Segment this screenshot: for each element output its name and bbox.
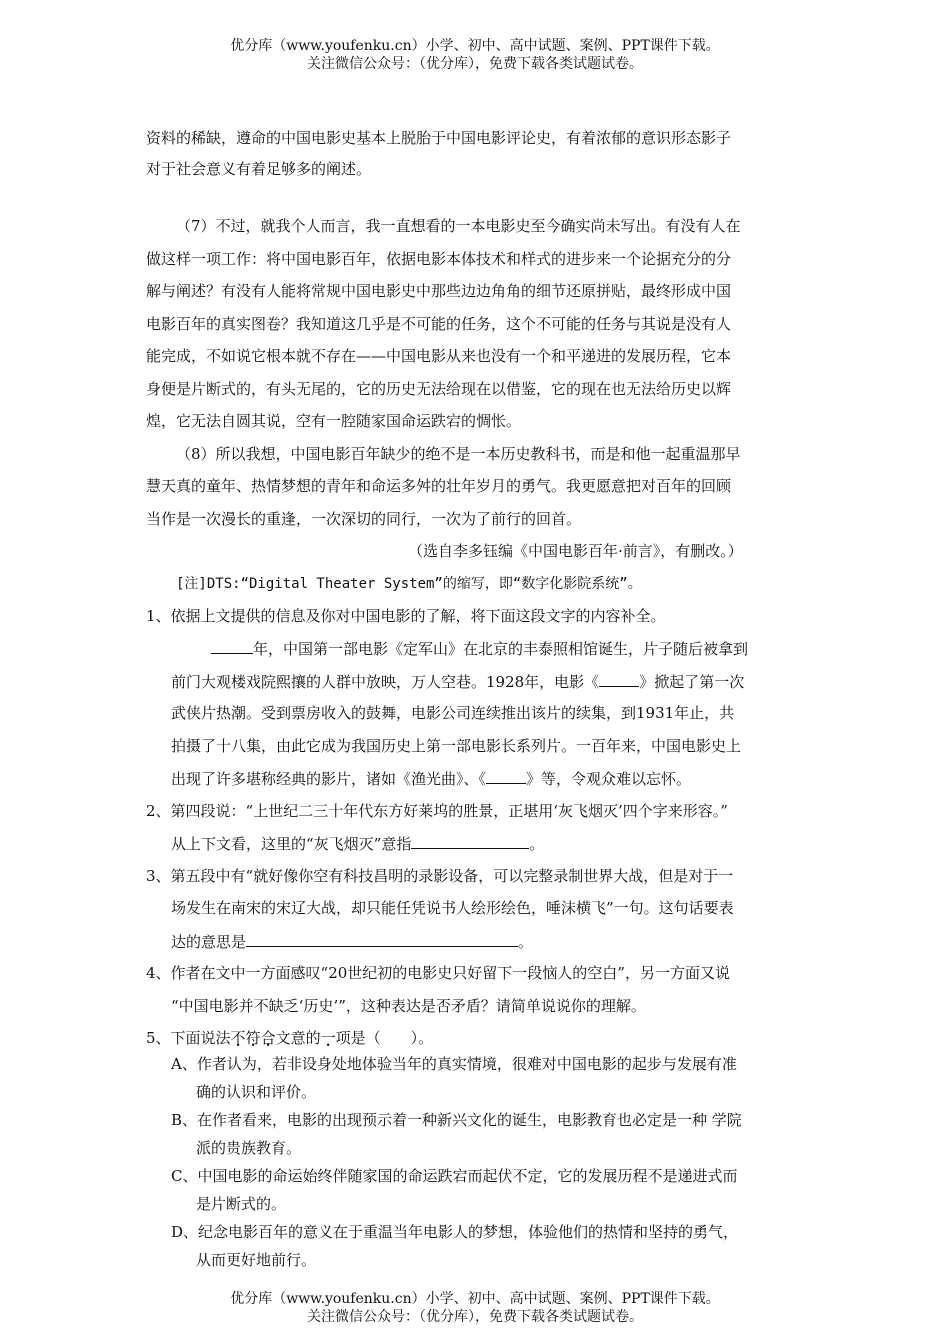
question-1-line: [171, 671, 744, 692]
paragraph-7-line: 煌，它无法自圆其说，空有一腔随家国命运跌宕的惆怅。: [146, 412, 522, 430]
question-5-text: 5、下面说法: [146, 1029, 231, 1047]
question-1-text: 》等，令观众难以忘怀。: [526, 770, 692, 788]
question-3-text: 达的意思是: [171, 933, 247, 951]
question-1-line: 拍摄了十八集，由此它成为我国历史上第一部电影长系列片。一百年来，中国电影史上: [171, 737, 742, 755]
fill-blank-meaning[interactable]: [411, 833, 529, 849]
paragraph-7-line: 身便是片断式的，有头无尾的，它的历史无法给现在以借鉴，它的现在也无法给历史以辉: [146, 380, 732, 398]
question-1-line: 武侠片热潮。受到票房收入的鼓舞，电影公司连续推出该片的续集，到1931年止，共: [171, 704, 735, 722]
page-footer-block: [0, 1290, 950, 1326]
question-5-stem: [146, 1028, 433, 1048]
paragraph-7-line: 电影百年的真实图卷？我知道这几乎是不可能的任务，这个不可能的任务与其说是没有人: [146, 315, 732, 333]
paragraph-8-line: 慧天真的童年、热情梦想的青年和命运多舛的壮年岁月的勇气。我更愿意把对百年的回顾: [146, 477, 732, 495]
question-1-line: [211, 638, 748, 659]
option-c-line[interactable]: C、中国电影的命运始终伴随家国的命运跌宕而起伏不定，它的发展历程不是递进式而: [171, 1167, 738, 1185]
option-b-line[interactable]: B、在作者看来，电影的出现预示着一种新兴文化的诞生，电影教育也必定是一种 学院: [171, 1111, 742, 1129]
question-1-stem: 1、依据上文提供的信息及你对中国电影的了解，将下面这段文字的内容补全。: [146, 607, 666, 625]
question-3-line: [171, 931, 533, 952]
question-4-line: 4、作者在文中一方面感叹“20世纪初的电影史只好留下一段恼人的空白”，另一方面又说: [146, 964, 730, 982]
option-d-line[interactable]: D、纪念电影百年的意义在于重温当年电影人的梦想，体验他们的热情和坚持的勇气，: [171, 1223, 739, 1241]
question-1-text: 》掀起了第一次: [639, 673, 745, 691]
fill-blank-classic-film[interactable]: [486, 768, 526, 784]
question-1-text: 年，中国第一部电影《定军山》在北京的丰泰照相馆诞生，片子随后被拿到: [253, 640, 749, 658]
question-1-text: 出现了许多堪称经典的影片，诸如《渔光曲》、《: [171, 770, 487, 788]
option-c-line: 是片断式的。: [196, 1195, 287, 1213]
option-a-line[interactable]: A、作者认为，若非设身处地体验当年的真实情境，很难对中国电影的起步与发展有准: [171, 1055, 737, 1073]
emphasis-char: 符: [245, 1029, 261, 1047]
emphasis-char: 不: [230, 1029, 246, 1047]
question-2-line: [171, 833, 544, 854]
header-line-2: 关注微信公众号：（优分库），免费下载各类试题试卷。: [307, 56, 643, 72]
question-1-text: 前门大观楼戏院熙攘的人群中放映，万人空巷。1928年，电影《: [171, 673, 600, 691]
paragraph-7-line: 解与阐述？有没有人能将常规中国电影史中那些边边角角的细节还原拼贴，最终形成中国: [146, 282, 732, 300]
question-3-line: 场发生在南宋的宋辽大战，却只能任凭说书人绘形绘色，唾沫横飞”一句。这句话要表: [171, 899, 734, 917]
option-a-line: 确的认识和评价。: [196, 1083, 317, 1101]
paragraph-7-line: 能完成，不如说它根本就不存在——中国电影从来也没有一个和平递进的发展历程，它本: [146, 347, 732, 365]
passage-line: 资料的稀缺，遵命的中国电影史基本上脱胎于中国电影评论史，有着浓郁的意识形态影子: [146, 129, 732, 147]
option-b-line: 派的贵族教育。: [196, 1139, 302, 1157]
paragraph-7-line: 做这样一项工作：将中国电影百年，依据电影本体技术和样式的进步来一个论据充分的分: [146, 250, 732, 268]
fill-blank-year[interactable]: [211, 638, 253, 654]
paragraph-7-line: （7）不过，就我个人而言，我一直想看的一本电影史至今确实尚未写出。有没有人在: [176, 217, 741, 235]
question-1-line: [171, 768, 691, 789]
question-5-text: 文意的: [275, 1029, 321, 1047]
question-2-line: 2、第四段说：“上世纪二三十年代东方好莱坞的胜景，正堪用‘灰飞烟灭’四个字来形容。”: [146, 802, 728, 820]
question-5-text: 项是（ ）。: [335, 1029, 434, 1047]
question-3-text: 。: [518, 933, 534, 951]
footer-line-2: 关注微信公众号：（优分库），免费下载各类试题试卷。: [307, 1309, 643, 1325]
footer-line-1: 优分库（www.youfenku.cn）小学、初中、高中试题、案例、PPT课件下载。: [230, 1291, 720, 1307]
emphasis-char: 合: [260, 1029, 276, 1047]
emphasis-char: 一: [320, 1029, 336, 1047]
footnote: [176, 573, 642, 594]
source-citation: （选自李多钰编《中国电影百年·前言》，有删改。）: [408, 542, 743, 560]
fill-blank-intended-meaning[interactable]: [246, 931, 518, 947]
question-2-text: 从上下文看，这里的“灰飞烟灭”意指: [171, 835, 412, 853]
option-d-line: 从而更好地前行。: [196, 1251, 317, 1269]
question-4-line: “中国电影并不缺乏‘历史’”，这种表达是否矛盾？请简单说说你的理解。: [171, 997, 646, 1015]
fill-blank-film-1928[interactable]: [599, 671, 639, 687]
page-header: [0, 37, 950, 73]
question-2-text: 。: [529, 835, 545, 853]
footnote-text: [注]DTS:“Digital Theater System”的缩写，即“数字化影院系统”。: [176, 576, 642, 592]
passage-line: 对于社会意义有着足够多的阐述。: [146, 160, 372, 178]
question-3-line: 3、第五段中有“就好像你空有科技昌明的录影设备，可以完整录制世界大战，但是对于一: [146, 867, 734, 885]
header-line-1: 优分库（www.youfenku.cn）小学、初中、高中试题、案例、PPT课件下载。: [230, 38, 720, 54]
paragraph-8-line: 当作是一次漫长的重逢，一次深切的同行，一次为了前行的回首。: [146, 510, 582, 528]
paragraph-8-line: （8）所以我想，中国电影百年缺少的绝不是一本历史教科书，而是和他一起重温那早: [176, 445, 741, 463]
